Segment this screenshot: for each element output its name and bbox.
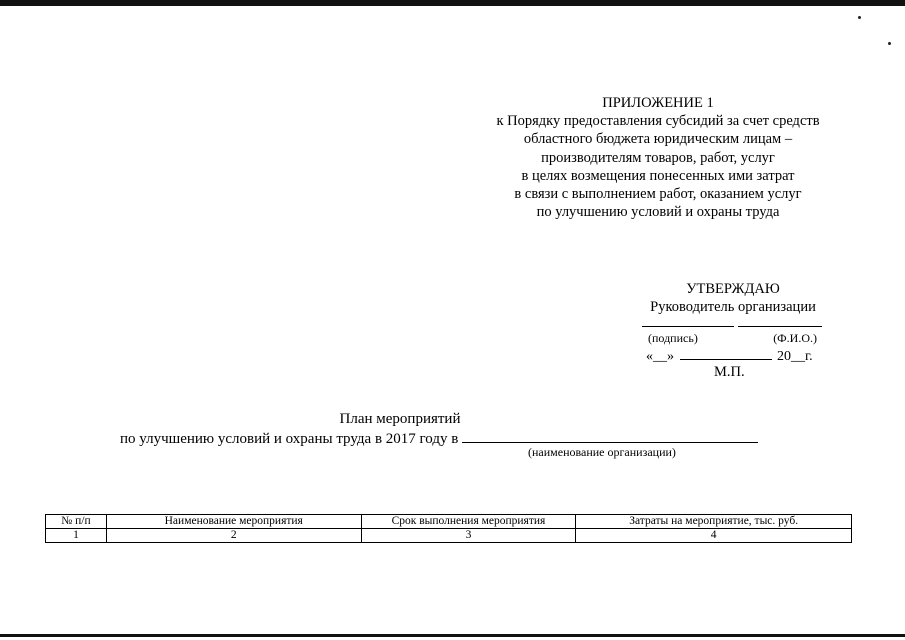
- plan-subtitle-text: по улучшению условий и охраны труда в 2017 году в: [120, 431, 459, 447]
- organization-name-line: [462, 428, 758, 443]
- scan-speck: [888, 42, 891, 45]
- signature-caption: (подпись): [648, 331, 698, 345]
- fio-line: [738, 326, 822, 327]
- table-row: [46, 529, 852, 543]
- appendix-title: ПРИЛОЖЕНИЕ 1: [602, 95, 714, 111]
- appendix-line: в связи с выполнением работ, оказанием услуг: [514, 186, 802, 203]
- approval-date: [646, 347, 826, 365]
- appendix-line: областного бюджета юридическим лицам –: [523, 131, 793, 148]
- approval-block: [628, 280, 838, 316]
- fio-caption: (Ф.И.О.): [773, 331, 817, 345]
- plan-title: План мероприятий: [339, 411, 461, 427]
- appendix-line: в целях возмещения понесенных ими затрат: [521, 167, 795, 184]
- plan-table: [45, 514, 852, 543]
- approval-title: УТВЕРЖДАЮ: [686, 281, 780, 297]
- signature-line: [642, 326, 734, 327]
- date-year: 20__г.: [777, 349, 813, 364]
- signature-lines: [642, 312, 822, 330]
- header-cost: Затраты на мероприятие, тыс. руб.: [576, 515, 852, 529]
- header-deadline: Срок выполнения мероприятия: [361, 515, 576, 529]
- appendix-line: к Порядку предоставления субсидий за счет средств: [496, 113, 820, 130]
- table-cell: 4: [576, 529, 852, 543]
- table-cell: 2: [106, 529, 361, 543]
- approval-role: Руководитель организации: [650, 299, 816, 315]
- scan-top-border: [0, 0, 905, 6]
- date-day: «__»: [646, 349, 674, 364]
- scan-bottom-border: [0, 634, 905, 637]
- scan-speck: [858, 16, 861, 19]
- organization-caption: (наименование организации): [528, 445, 676, 459]
- table-cell: 1: [46, 529, 107, 543]
- header-number: № п/п: [46, 515, 107, 529]
- table-cell: 3: [361, 529, 576, 543]
- header-activity: Наименование мероприятия: [106, 515, 361, 529]
- table-header-row: [46, 515, 852, 529]
- appendix-block: [470, 94, 846, 221]
- date-month-line: [680, 347, 772, 360]
- stamp-place: М.П.: [714, 364, 745, 380]
- appendix-line: по улучшению условий и охраны труда: [536, 204, 780, 221]
- appendix-line: производителям товаров, работ, услуг: [541, 149, 775, 166]
